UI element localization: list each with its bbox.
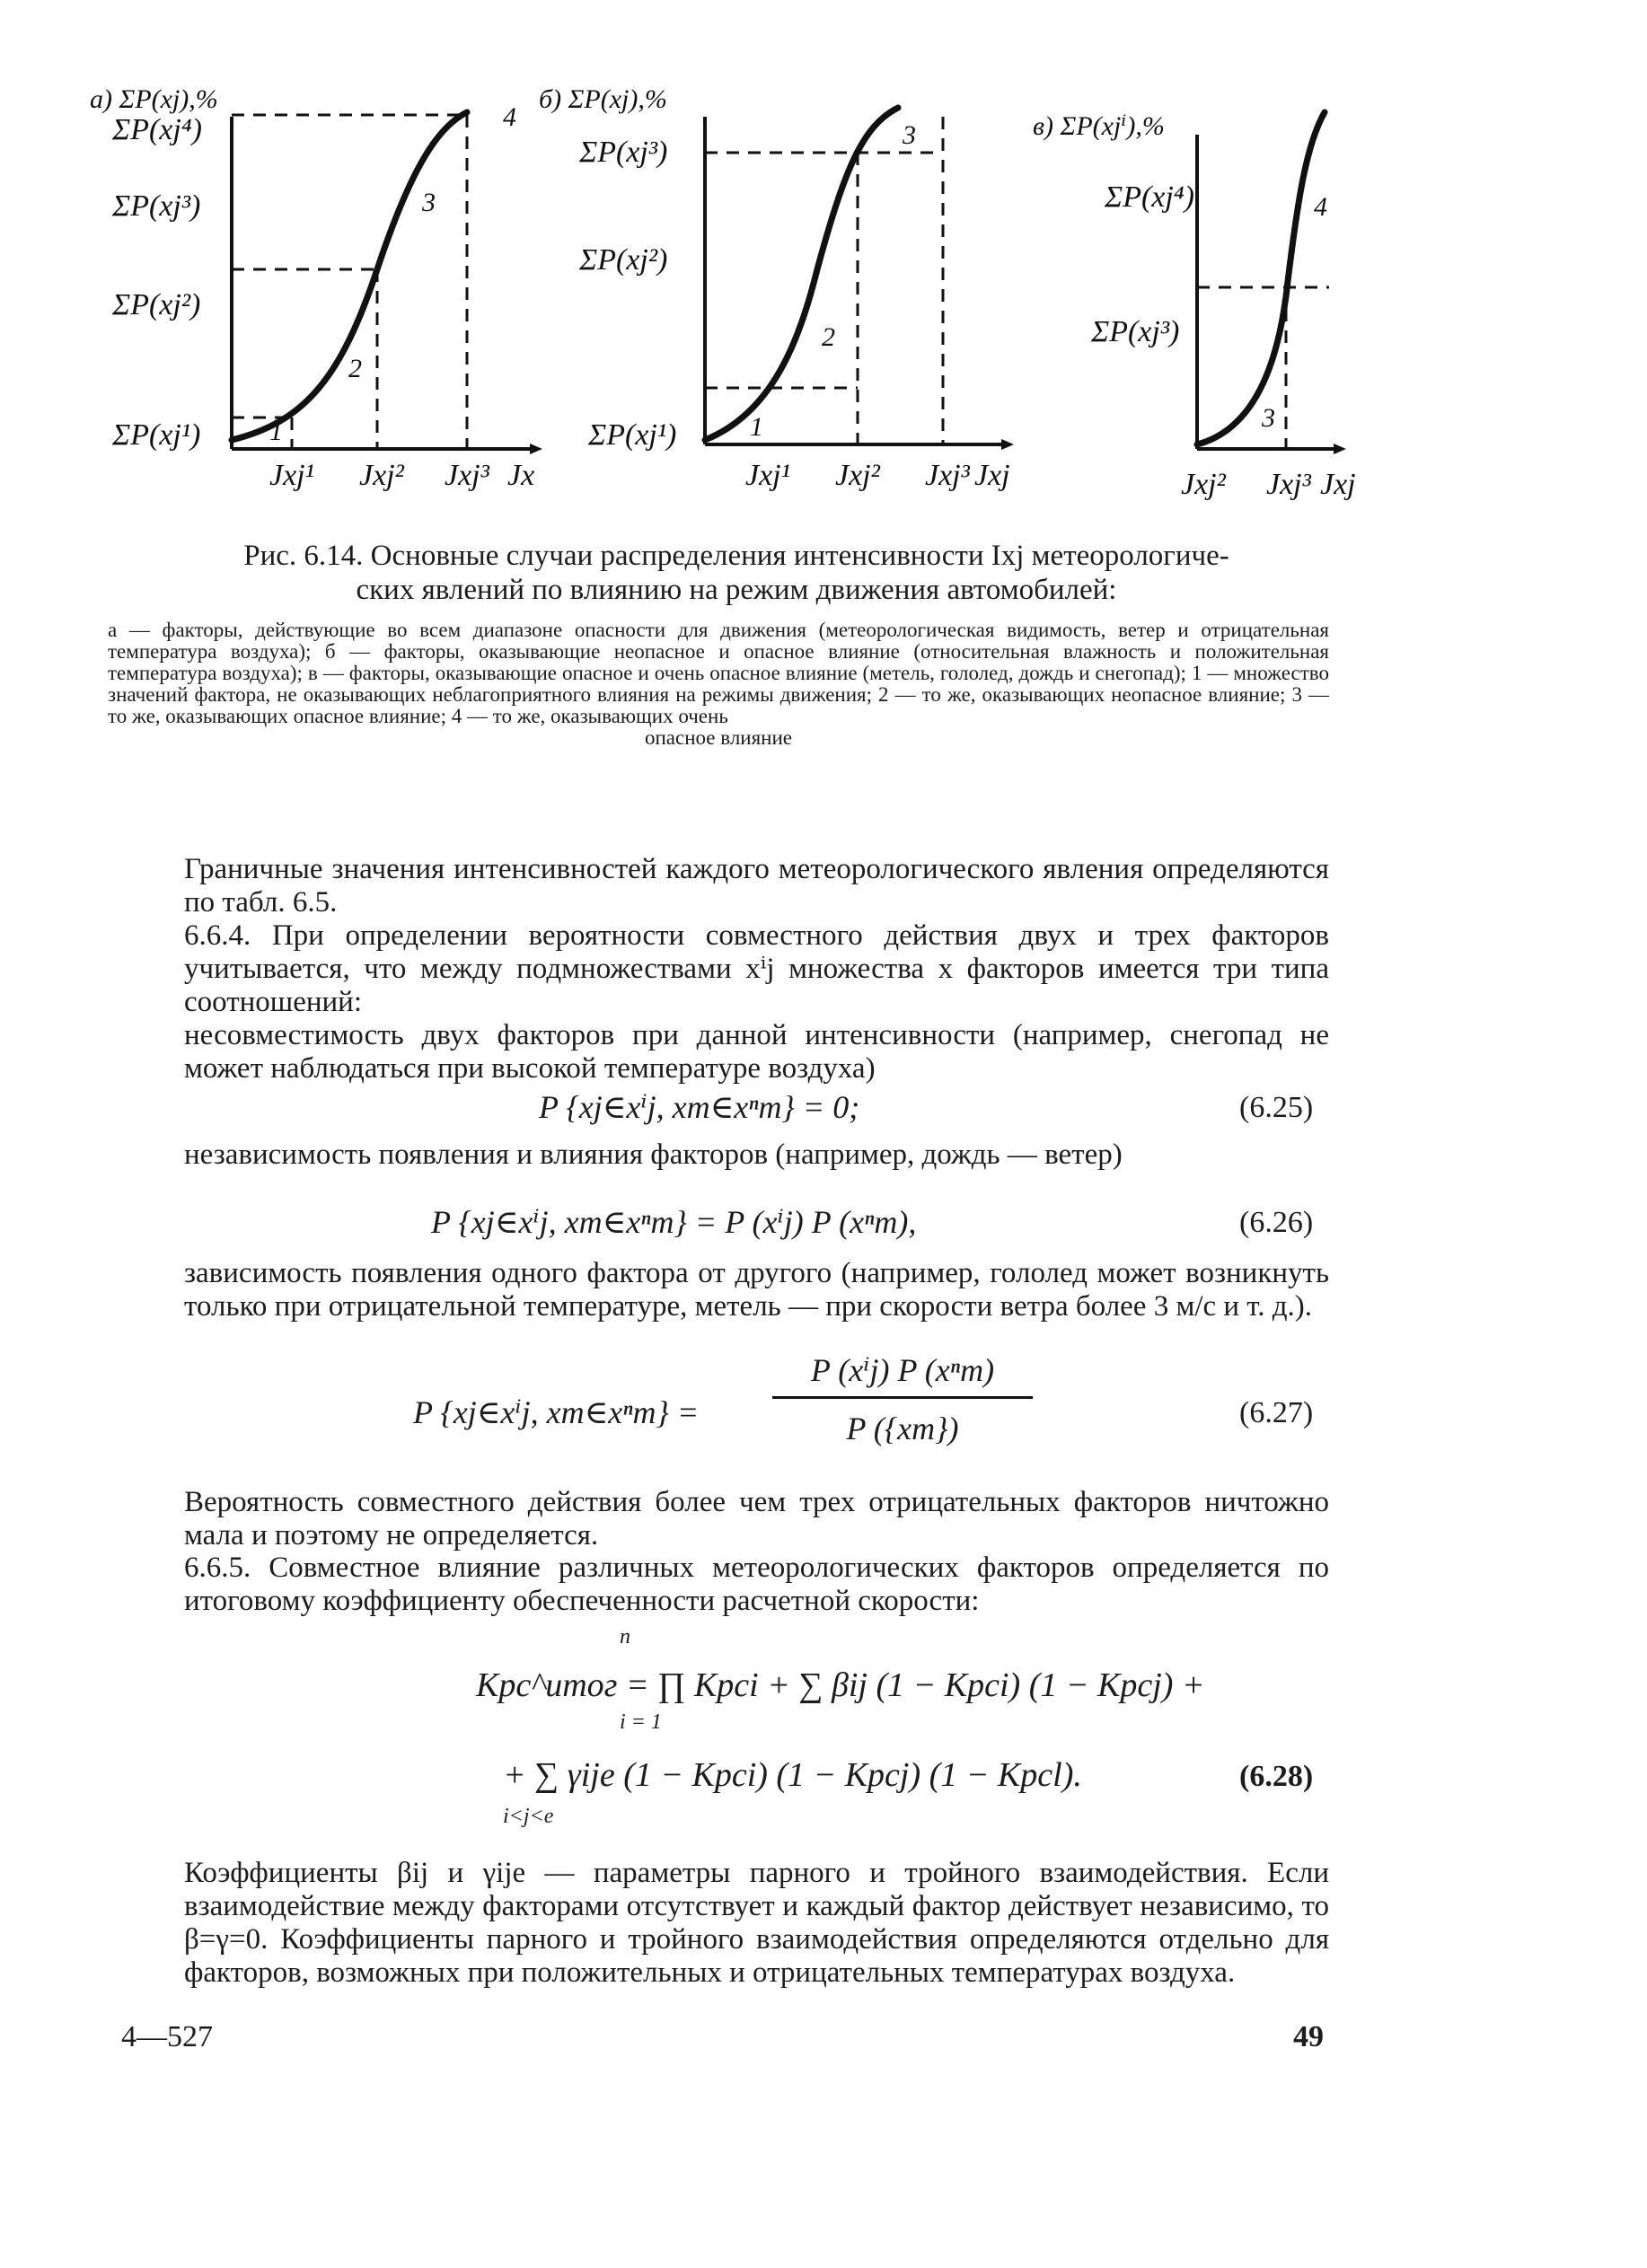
panel-b-ylabel-2: ΣP(xj²) [579,243,668,277]
equation-6-26-number: (6.26) [1239,1206,1314,1239]
figure-6-14 [0,0,1647,557]
panel-a-region-4: 4 [503,102,516,132]
panel-a-ylabel-4: ΣP(xj⁴) [112,113,202,146]
paragraph-2: 6.6.4. При определении вероятности совместного действия двух и трех факторов учитывается, что между подмножествами xⁱj множества x факторов имеется три типа соотношений: [184,919,1329,1018]
panel-c-xlabel-3: Jxj³ [1266,468,1311,501]
panel-a-ylabel-1: ΣP(xj¹) [112,418,201,452]
panel-b-xlabel-j: Jxj [974,459,1010,492]
printer-signature: 4—527 [121,2020,213,2053]
panel-a-region-3: 3 [422,188,436,217]
panel-a-xlabel-1: Jxj¹ [269,459,314,492]
panel-a-region-2: 2 [348,354,362,383]
equation-6-28-sum-lower: i<j<e [503,1805,554,1828]
panel-c-header: в) ΣP(xjⁱ),% [1033,111,1165,141]
equation-6-28-line-2: + ∑ γije (1 − Kрсi) (1 − Kрсj) (1 − Kрсl). [503,1756,1082,1794]
panel-b-xlabel-1: Jxj¹ [745,459,790,492]
equation-6-27-denominator: P ({xm}) [846,1411,959,1446]
panel-b-header: б) ΣP(xj),% [539,84,667,114]
panel-c-region-3: 3 [1262,403,1275,433]
panel-a-region-1: 1 [269,417,283,446]
equation-6-27-numerator: P (xⁱj) P (xⁿm) [810,1352,995,1388]
equation-6-26: P {xj∈xⁱj, xm∈xⁿm} = P (xⁱj) P (xⁿm), [431,1204,917,1240]
equation-6-25: P {xj∈xⁱj, xm∈xⁿm} = 0; [539,1089,860,1125]
panel-b [539,84,1014,492]
caption-body-last: опасное влияние [644,726,793,749]
figure-caption-title [108,539,1365,607]
equation-6-28-number: (6.28) [1239,1760,1314,1793]
equation-6-28-line-1: Kрс^итог = ∏ Kрсi + ∑ βij (1 − Kрсi) (1 − Kрсj) + [476,1666,1205,1704]
equation-6-27-left: P {xj∈xⁱj, xm∈xⁿm} = [413,1394,700,1430]
panel-a [90,84,542,492]
equation-6-28-product-upper: n [620,1625,630,1648]
panel-a-xlabel-3: Jxj³ [445,459,489,492]
paragraph-1: Граничные значения интенсивностей каждого метеорологического явления определяются по табл. 6.5. [184,853,1329,919]
panel-b-xlabel-3: Jxj³ [925,459,970,492]
paragraph-6: Вероятность совместного действия более чем трех отрицательных факторов ничтожно мала и поэтому не определяется. [184,1486,1329,1552]
panel-c [1033,111,1356,501]
paragraph-8: Коэффициенты βij и γije — параметры парного и тройного взаимодействия. Если взаимодействие между факторами отсутствует и каждый фактор действует независимо, то β=γ=0. Коэффициенты парного и тройного взаимодействия определяются отдельно для факторов, возможных при положительных и отрицательных температурах воздуха. [184,1857,1329,1989]
equation-6-25-number: (6.25) [1239,1091,1314,1124]
equation-6-28-product-lower: i = 1 [620,1710,662,1734]
panel-c-xlabel-j: Jxj [1320,468,1356,501]
panel-c-ylabel-4: ΣP(xj⁴) [1105,180,1194,214]
panel-c-ylabel-3: ΣP(xj³) [1091,315,1180,348]
page-number: 49 [1293,2020,1324,2053]
paragraph-5: зависимость появления одного фактора от другого (например, гололед может возникнуть только при отрицательной температуре, метель — при скорости ветра более 3 м/с и т. д.). [184,1257,1329,1323]
panel-a-xlabel-2: Jxj² [359,459,404,492]
paragraph-3: несовместимость двух факторов при данной интенсивности (например, снегопад не может наблюдаться при высокой температуре воздуха) [184,1019,1329,1085]
panel-b-xlabel-2: Jxj² [835,459,880,492]
caption-title-line-1: Рис. 6.14. Основные случаи распределения интенсивности Ixj метеорологиче- [243,540,1229,572]
caption-title-line-2: ских явлений по влиянию на режим движения автомобилей: [356,574,1117,606]
paragraph-7: 6.6.5. Совместное влияние различных метеорологических факторов определяется по итоговому коэффициенту обеспеченности расчетной скорости: [184,1552,1329,1617]
panel-c-region-4: 4 [1314,192,1327,222]
panel-a-ylabel-3: ΣP(xj³) [112,189,201,223]
figure-caption-body [108,620,1329,749]
panel-b-region-1: 1 [750,412,763,442]
caption-body-text: а — факторы, действующие во всем диапазоне опасности для движения (метеорологическая видимость, ветер и отрицательная температура воздуха); б — факторы, оказывающие неопасное и опасное влияние (относительная влажность и положительная температура воздуха); в — факторы, оказывающие опасное и очень опасное влияние (метель, гололед, дождь и снегопад); 1 — множество значений фактора, не оказывающих неблагоприятного влияния на режимы движения; 2 — то же, оказывающих неопасное влияние; 3 — то же, оказывающих опасное влияние; 4 — то же, оказывающих очень [108,619,1329,727]
panel-b-region-2: 2 [822,322,835,352]
paragraph-4: независимость появления и влияния факторов (например, дождь — ветер) [184,1138,1123,1171]
panel-a-header: а) ΣP(xj),% [90,84,218,114]
panel-c-xlabel-2: Jxj² [1181,468,1226,501]
equation-6-27-fraction-bar [772,1396,1033,1399]
panel-b-ylabel-3: ΣP(xj³) [579,136,668,169]
panel-b-region-3: 3 [903,120,916,150]
equation-6-27-number: (6.27) [1239,1396,1314,1429]
panel-b-ylabel-1: ΣP(xj¹) [588,418,677,452]
panel-a-ylabel-2: ΣP(xj²) [112,288,201,321]
panel-a-xlabel-x: Jx [507,459,535,492]
